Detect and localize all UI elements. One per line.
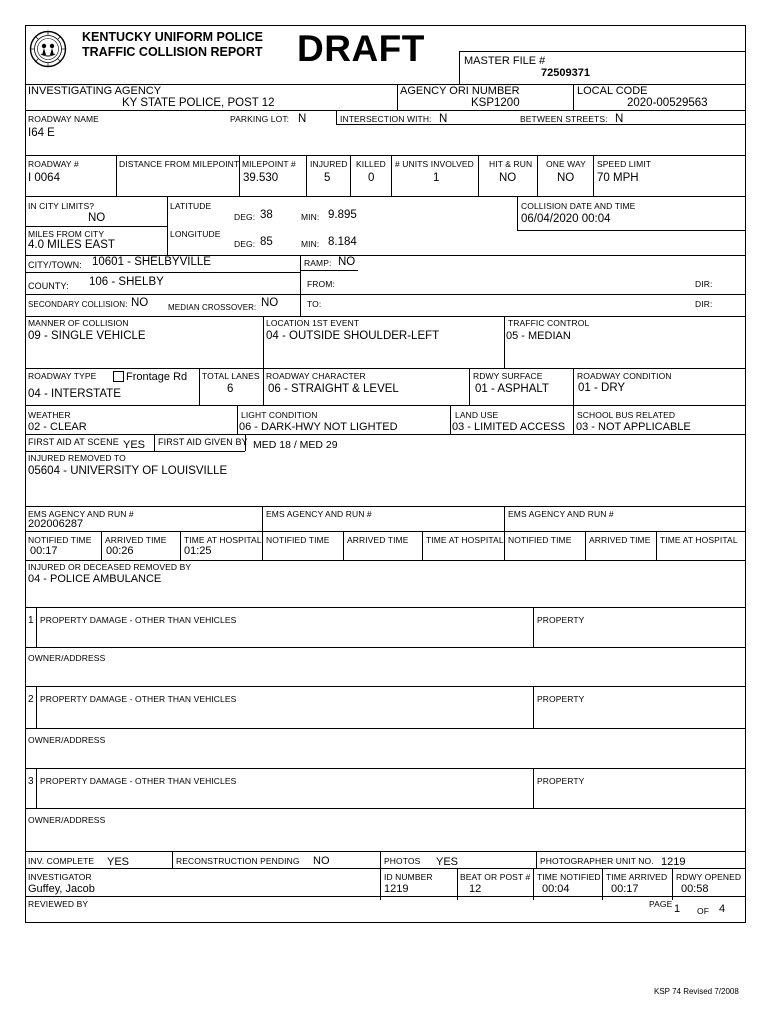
- ems-agency-run-3-label: EMS AGENCY AND RUN #: [508, 509, 614, 519]
- traffic-control-value: 05 - MEDIAN: [506, 330, 571, 342]
- from-label: FROM:: [307, 279, 335, 289]
- master-file-label: MASTER FILE #: [464, 55, 546, 67]
- units-involved-label: # UNITS INVOLVED: [395, 159, 474, 169]
- page-number: 1: [674, 903, 681, 915]
- form-revision: KSP 74 Revised 7/2008: [654, 987, 739, 996]
- ems-2-hospital-label: TIME AT HOSPITAL: [426, 535, 504, 545]
- total-lanes-label: TOTAL LANES: [202, 371, 260, 381]
- time-notified-value: 00:04: [542, 883, 570, 895]
- to-label: TO:: [307, 299, 322, 309]
- one-way-label: ONE WAY: [546, 159, 586, 169]
- collision-date-time-label: COLLISION DATE AND TIME: [521, 201, 636, 211]
- frontage-road-checkbox[interactable]: [113, 371, 124, 382]
- removed-by-label: INJURED OR DECEASED REMOVED BY: [28, 562, 192, 572]
- investigator-value: Guffey, Jacob: [28, 883, 95, 895]
- light-condition-value: 06 - DARK-HWY NOT LIGHTED: [239, 421, 398, 433]
- collision-date-time-value: 06/04/2020 00:04: [521, 213, 611, 225]
- agency-ori-label: AGENCY ORI NUMBER: [400, 85, 520, 97]
- first-aid-given-by-label: FIRST AID GIVEN BY: [158, 437, 248, 447]
- roadway-type-label: ROADWAY TYPE: [28, 371, 97, 381]
- roadway-character-value: 06 - STRAIGHT & LEVEL: [268, 383, 399, 395]
- hit-and-run-label: HIT & RUN: [489, 159, 533, 169]
- light-condition-label: LIGHT CONDITION: [241, 410, 318, 420]
- latitude-min-value: 9.895: [328, 209, 357, 221]
- kentucky-state-seal-icon: [29, 30, 67, 68]
- miles-from-city-value: 4.0 MILES EAST: [28, 239, 115, 251]
- longitude-label: LONGITUDE: [170, 229, 221, 239]
- milepoint-value: 39.530: [243, 172, 279, 184]
- distance-from-milepoint-label: DISTANCE FROM MILEPOINT: [119, 159, 240, 169]
- id-number-label: ID NUMBER: [384, 872, 433, 882]
- roadway-opened-label: RDWY OPENED: [676, 872, 742, 882]
- page-total: 4: [719, 903, 726, 915]
- inv-complete-label: INV. COMPLETE: [28, 856, 95, 866]
- ramp-value: NO: [338, 256, 356, 268]
- latitude-deg-label: DEG:: [234, 212, 256, 222]
- inv-complete-value: YES: [107, 856, 130, 868]
- agency-ori-value: KSP1200: [471, 97, 520, 109]
- property-2-owner-label: OWNER/ADDRESS: [28, 735, 106, 745]
- property-1-number: 1: [28, 615, 34, 626]
- photographer-unit-value: 1219: [661, 856, 686, 868]
- traffic-control-label: TRAFFIC CONTROL: [508, 318, 590, 328]
- first-aid-at-scene-value: YES: [123, 439, 146, 451]
- roadway-opened-value: 00:58: [681, 883, 709, 895]
- photos-value: YES: [436, 856, 459, 868]
- longitude-min-value: 8.184: [328, 236, 357, 248]
- land-use-value: 03 - LIMITED ACCESS: [452, 421, 566, 433]
- photographer-unit-label: PHOTOGRAPHER UNIT NO.: [540, 856, 654, 866]
- between-streets-label: BETWEEN STREETS:: [520, 114, 608, 124]
- roadway-surface-label: RDWY SURFACE: [473, 371, 543, 381]
- longitude-deg-label: DEG:: [234, 239, 256, 249]
- median-crossover-value: NO: [261, 297, 279, 309]
- property-3-property-label: PROPERTY: [537, 776, 585, 786]
- time-notified-label: TIME NOTIFIED: [537, 872, 601, 882]
- ems-agency-run-1-label: EMS AGENCY AND RUN #: [28, 509, 134, 519]
- photos-label: PHOTOS: [384, 856, 421, 866]
- report-title-line1: KENTUCKY UNIFORM POLICE: [82, 30, 264, 44]
- property-1-property-label: PROPERTY: [537, 615, 585, 625]
- latitude-deg-value: 38: [260, 209, 273, 221]
- property-2-property-label: PROPERTY: [537, 694, 585, 704]
- between-streets-value: N: [615, 113, 624, 125]
- id-number-value: 1219: [384, 883, 409, 895]
- time-arrived-value: 00:17: [611, 883, 639, 895]
- land-use-label: LAND USE: [455, 410, 499, 420]
- killed-label: KILLED: [356, 159, 386, 169]
- ems-1-arrived-label: ARRIVED TIME: [105, 535, 167, 545]
- hit-and-run-value: NO: [499, 172, 517, 184]
- draft-watermark: DRAFT: [297, 28, 425, 69]
- roadway-number-value: I 0064: [28, 172, 60, 184]
- property-3-label: PROPERTY DAMAGE - OTHER THAN VEHICLES: [40, 776, 237, 786]
- longitude-deg-value: 85: [260, 236, 273, 248]
- property-2-number: 2: [28, 694, 34, 705]
- longitude-min-label: MIN:: [301, 239, 320, 249]
- median-crossover-label: MEDIAN CROSSOVER:: [168, 303, 257, 312]
- investigator-label: INVESTIGATOR: [28, 872, 92, 882]
- ems-1-notified-value: 00:17: [30, 545, 58, 557]
- page-of-label: OF: [697, 906, 710, 916]
- injured-removed-to-label: INJURED REMOVED TO: [28, 453, 126, 463]
- property-3-owner-label: OWNER/ADDRESS: [28, 815, 106, 825]
- county-label: COUNTY:: [28, 281, 69, 291]
- ems-agency-run-2-label: EMS AGENCY AND RUN #: [266, 509, 372, 519]
- roadway-type-value: 04 - INTERSTATE: [28, 388, 121, 400]
- beat-or-post-label: BEAT OR POST #: [460, 872, 531, 882]
- time-arrived-label: TIME ARRIVED: [606, 872, 668, 882]
- investigating-agency-label: INVESTIGATING AGENCY: [28, 85, 162, 97]
- roadway-condition-value: 01 - DRY: [578, 382, 626, 394]
- manner-of-collision-value: 09 - SINGLE VEHICLE: [28, 330, 146, 342]
- milepoint-label: MILEPOINT #: [242, 159, 296, 169]
- latitude-min-label: MIN:: [301, 212, 320, 222]
- roadway-character-label: ROADWAY CHARACTER: [266, 371, 366, 381]
- ramp-label: RAMP:: [304, 258, 332, 268]
- to-dir-label: DIR:: [695, 299, 713, 309]
- investigating-agency-value: KY STATE POLICE, POST 12: [122, 97, 275, 109]
- city-town-value: 10601 - SHELBYVILLE: [92, 256, 211, 268]
- ems-3-notified-label: NOTIFIED TIME: [508, 535, 572, 545]
- total-lanes-value: 6: [227, 383, 234, 395]
- ems-agency-run-1-value: 202006287: [28, 518, 84, 530]
- removed-by-value: 04 - POLICE AMBULANCE: [28, 573, 162, 585]
- location-first-event-value: 04 - OUTSIDE SHOULDER-LEFT: [266, 330, 440, 342]
- ems-3-arrived-label: ARRIVED TIME: [589, 535, 651, 545]
- in-city-limits-label: IN CITY LIMITS?: [28, 201, 95, 211]
- roadway-name-value: I64 E: [28, 127, 55, 139]
- ems-3-hospital-label: TIME AT HOSPITAL: [660, 535, 738, 545]
- intersection-with-label: INTERSECTION WITH:: [340, 114, 432, 124]
- ems-1-hospital-value: 01:25: [184, 545, 212, 557]
- ems-1-notified-label: NOTIFIED TIME: [28, 535, 92, 545]
- injured-label: INJURED: [310, 159, 348, 169]
- injured-value: 5: [324, 172, 331, 184]
- ems-2-arrived-label: ARRIVED TIME: [347, 535, 409, 545]
- ems-1-hospital-label: TIME AT HOSPITAL: [184, 535, 262, 545]
- local-code-value: 2020-00529563: [627, 97, 708, 109]
- parking-lot-value: N: [298, 113, 307, 125]
- property-2-label: PROPERTY DAMAGE - OTHER THAN VEHICLES: [40, 694, 237, 704]
- beat-or-post-value: 12: [469, 883, 482, 895]
- property-1-owner-label: OWNER/ADDRESS: [28, 653, 106, 663]
- speed-limit-label: SPEED LIMIT: [597, 159, 652, 169]
- school-bus-related-value: 03 - NOT APPLICABLE: [576, 421, 691, 433]
- injured-removed-to-value: 05604 - UNIVERSITY OF LOUISVILLE: [28, 465, 228, 477]
- reconstruction-pending-value: NO: [313, 855, 330, 867]
- roadway-condition-label: ROADWAY CONDITION: [577, 371, 672, 381]
- roadway-number-label: ROADWAY #: [28, 159, 79, 169]
- report-title-line2: TRAFFIC COLLISION REPORT: [82, 45, 263, 59]
- first-aid-given-by-value: MED 18 / MED 29: [253, 439, 338, 451]
- first-aid-at-scene-label: FIRST AID AT SCENE: [28, 437, 119, 447]
- page-label: PAGE: [649, 899, 673, 909]
- one-way-value: NO: [557, 172, 575, 184]
- local-code-label: LOCAL CODE: [577, 85, 648, 97]
- property-3-number: 3: [28, 776, 34, 787]
- frontage-road-label: Frontage Rd: [126, 371, 188, 383]
- location-first-event-label: LOCATION 1ST EVENT: [266, 318, 360, 328]
- killed-value: 0: [368, 172, 375, 184]
- city-town-label: CITY/TOWN:: [28, 260, 82, 270]
- property-1-label: PROPERTY DAMAGE - OTHER THAN VEHICLES: [40, 615, 237, 625]
- in-city-limits-value: NO: [88, 212, 106, 224]
- secondary-collision-value: NO: [131, 297, 149, 309]
- roadway-name-label: ROADWAY NAME: [28, 114, 99, 124]
- units-involved-value: 1: [433, 172, 440, 184]
- weather-label: WEATHER: [28, 410, 71, 420]
- from-dir-label: DIR:: [695, 279, 713, 289]
- secondary-collision-label: SECONDARY COLLISION:: [28, 300, 128, 309]
- speed-limit-value: 70 MPH: [597, 172, 639, 184]
- roadway-surface-value: 01 - ASPHALT: [475, 383, 549, 395]
- manner-of-collision-label: MANNER OF COLLISION: [28, 318, 129, 328]
- master-file-value: 72509371: [541, 67, 590, 79]
- ems-1-arrived-value: 00:26: [106, 545, 134, 557]
- latitude-label: LATITUDE: [170, 201, 212, 211]
- intersection-with-value: N: [439, 113, 448, 125]
- county-value: 106 - SHELBY: [89, 276, 164, 288]
- reconstruction-pending-label: RECONSTRUCTION PENDING: [176, 856, 300, 866]
- parking-lot-label: PARKING LOT:: [230, 114, 290, 124]
- weather-value: 02 - CLEAR: [28, 421, 87, 433]
- school-bus-related-label: SCHOOL BUS RELATED: [577, 410, 676, 420]
- miles-from-city-label: MILES FROM CITY: [28, 229, 105, 239]
- ems-2-notified-label: NOTIFIED TIME: [266, 535, 330, 545]
- reviewed-by-label: REVIEWED BY: [28, 899, 89, 909]
